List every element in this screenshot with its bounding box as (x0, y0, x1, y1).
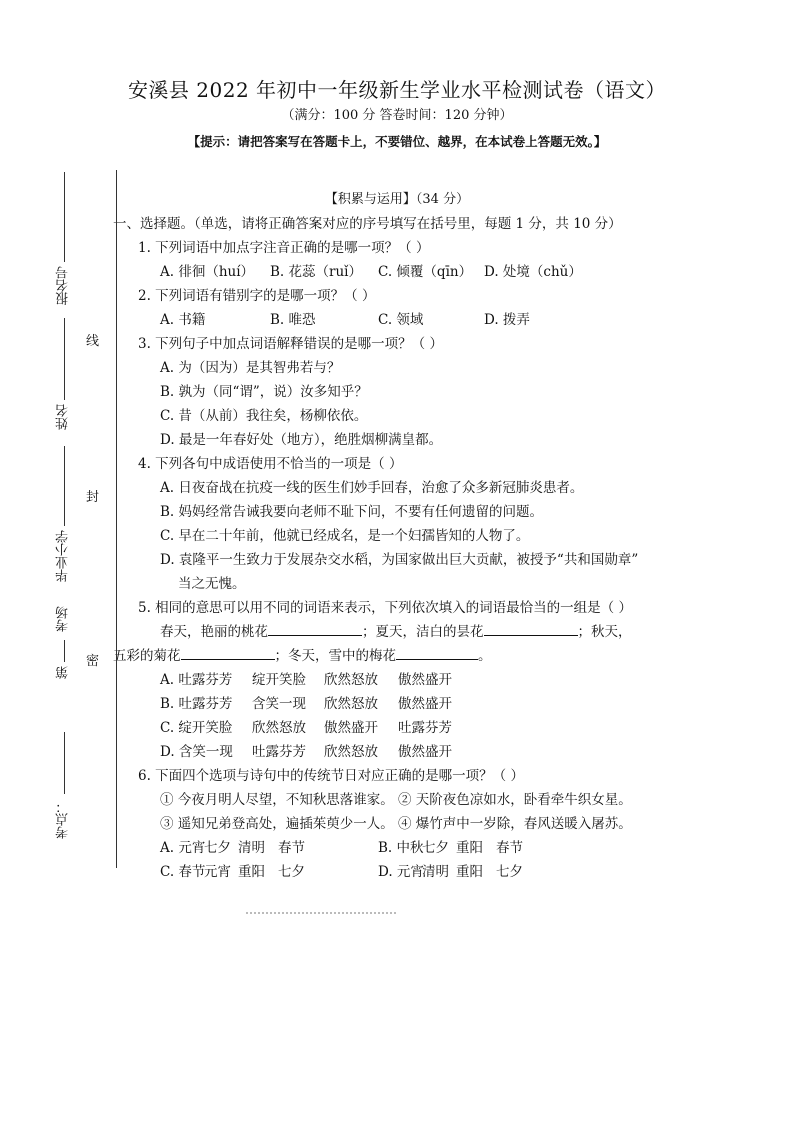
q5-fill-text: 五彩的菊花 (113, 648, 181, 664)
q6-option-word: C. 春节 (160, 864, 206, 880)
q1-option-a: A. 徘徊（huí） (160, 264, 255, 280)
q6-option-word: 七夕 (496, 864, 523, 880)
label-registration-number: 报名号 (56, 266, 71, 305)
q1-option-d: D. 处境（chǔ） (484, 264, 582, 280)
q5-fill-text: ；夏天，洁白的昙花 (362, 624, 484, 640)
binding-line (116, 170, 117, 868)
fill-line-name (64, 318, 65, 400)
q5-option-word: 绽开笑脸 (252, 672, 306, 688)
fill-line-site (64, 732, 65, 794)
q5-fill-text: ；秋天， (577, 624, 632, 640)
q6-option-word: 重阳 (238, 864, 265, 880)
label-primary-school: 毕业小学 (56, 530, 71, 582)
q6-option-word: 七夕 (204, 840, 231, 856)
q6-option-a (160, 836, 305, 856)
scan-artifact (246, 912, 396, 917)
exam-subtitle: （满分：100 分 答卷时间：120 分钟） (281, 108, 513, 123)
q6-option-d (378, 860, 523, 880)
q5-blank-3[interactable] (181, 646, 275, 660)
q5-option-word: 傲然盛开 (398, 744, 452, 760)
q5-option-word: 傲然盛开 (398, 672, 452, 688)
label-name: 姓名 (56, 404, 71, 430)
q3-option-a: A. 为（因为）是其智弗若与？ (160, 360, 341, 376)
q5-option-c (160, 716, 452, 736)
exam-tip: 【提示：请把答案写在答题卡上，不要错位、越界，在本试卷上答题无效。】 (187, 134, 607, 149)
seal-word-seal: 封 (86, 490, 100, 505)
q6-option-c (160, 860, 305, 880)
label-exam-site: 考点： (56, 800, 71, 839)
q6-option-b (378, 836, 523, 856)
q5-option-word: B. 吐露芬芳 (160, 696, 233, 712)
q5-fill-text: ；冬天，雪中的梅花 (274, 648, 396, 664)
q5-option-a (160, 668, 452, 688)
q5-option-word: A. 吐露芬芳 (160, 672, 233, 688)
q1-stem: 1. 下列词语中加点字注音正确的是哪一项？（ ） (138, 240, 430, 256)
q5-blank-4[interactable] (396, 646, 478, 660)
q6-option-word: 七夕 (278, 864, 305, 880)
q6-option-word: 重阳 (456, 864, 483, 880)
q5-option-word: 欣然怒放 (324, 696, 378, 712)
seal-word-line: 线 (86, 334, 100, 349)
q5-option-word: 欣然怒放 (252, 720, 306, 736)
seal-word-secret: 密 (86, 654, 100, 669)
q2-option-b: B. 唯恐 (270, 312, 316, 328)
q6-option-word: 元宵 (204, 864, 231, 880)
q4-stem: 4. 下列各句中成语使用不恰当的一项是（ ） (138, 456, 403, 472)
q5-option-word: 欣然怒放 (324, 744, 378, 760)
q4-option-d: D. 袁隆平一生致力于发展杂交水稻，为国家做出巨大贡献，被授予“共和国勋章” (160, 552, 639, 568)
q6-option-word: 清明 (422, 864, 449, 880)
q5-option-word: 傲然盛开 (324, 720, 378, 736)
q6-poem-3: ③ 遥知兄弟登高处，遍插茱萸少一人。 (160, 816, 394, 832)
q5-blank-2[interactable] (484, 622, 578, 636)
q3-option-c: C. 昔（从前）我往矣，杨柳依依。 (160, 408, 368, 424)
q5-option-word: 吐露芬芳 (398, 720, 452, 736)
q6-option-word: 重阳 (456, 840, 483, 856)
q6-stem: 6. 下面四个选项与诗句中的传统节日对应正确的是哪一项？（ ） (138, 768, 524, 784)
q5-blank-1[interactable] (268, 622, 362, 636)
q5-option-word: 含笑一现 (252, 696, 306, 712)
q5-option-word: 吐露芬芳 (252, 744, 306, 760)
q6-option-word: A. 元宵 (160, 840, 206, 856)
q5-option-word: D. 含笑一现 (160, 744, 233, 760)
q2-option-d: D. 拨弄 (484, 312, 530, 328)
q6-poem-4: ④ 爆竹声中一岁除，春风送暖入屠苏。 (398, 816, 632, 832)
label-exam-room: 考场 (56, 606, 71, 632)
q6-option-word: 清明 (238, 840, 265, 856)
q1-option-c: C. 倾覆（qīn） (378, 264, 473, 280)
fill-line-room (64, 640, 65, 662)
q5-stem: 5. 相同的意思可以用不同的词语来表示，下列依次填入的词语最恰当的一组是（ ） (138, 600, 632, 616)
q5-option-d (160, 740, 452, 760)
q5-option-b (160, 692, 452, 712)
q4-option-c: C. 早在二十年前，他就已经成名，是一个妇孺皆知的人物了。 (160, 528, 530, 544)
q6-option-word: 七夕 (422, 840, 449, 856)
q2-stem: 2. 下列词语有错别字的是哪一项？（ ） (138, 288, 376, 304)
q4-option-d-continued: 当之无愧。 (178, 576, 246, 592)
q6-poem-1: ① 今夜月明人尽望，不知秋思落谁家。 (160, 792, 394, 808)
q6-poem-2: ② 天阶夜色凉如水，卧看牵牛织女星。 (398, 792, 632, 808)
q3-stem: 3. 下列句子中加点词语解释错误的是哪一项？（ ） (138, 336, 443, 352)
q5-option-word: 欣然怒放 (324, 672, 378, 688)
label-number-prefix: 第 (56, 666, 71, 679)
fill-line-registration (64, 172, 65, 262)
q5-option-word: C. 绽开笑脸 (160, 720, 233, 736)
part1-heading: 一、选择题。（单选，请将正确答案对应的序号填写在括号里，每题 1 分，共 10 分） (113, 216, 622, 232)
q2-option-a: A. 书籍 (160, 312, 206, 328)
q5-fill-line1 (160, 620, 632, 640)
exam-title: 安溪县 2022 年初中一年级新生学业水平检测试卷（语文） (127, 78, 667, 102)
q6-option-word: D. 元宵 (378, 864, 424, 880)
q3-option-d: D. 最是一年春好处（地方），绝胜烟柳满皇都。 (160, 432, 443, 448)
q6-option-word: B. 中秋 (378, 840, 424, 856)
section-title: 【积累与运用】（34 分） (324, 192, 470, 207)
q4-option-a: A. 日夜奋战在抗疫一线的医生们妙手回春，治愈了众多新冠肺炎患者。 (160, 480, 584, 496)
fill-line-school (64, 446, 65, 526)
q5-fill-text: 春天，艳丽的桃花 (160, 624, 268, 640)
q5-option-word: 傲然盛开 (398, 696, 452, 712)
q6-option-word: 春节 (278, 840, 305, 856)
q1-option-b: B. 花蕊（ruǐ） (270, 264, 362, 280)
q5-fill-line2 (113, 644, 492, 664)
q3-option-b: B. 孰为（同“谓”，说）汝多知乎？ (160, 384, 368, 400)
q6-option-word: 春节 (496, 840, 523, 856)
q5-fill-text: 。 (478, 648, 492, 664)
q4-option-b: B. 妈妈经常告诫我要向老师不耻下问，不要有任何遗留的问题。 (160, 504, 544, 520)
q2-option-c: C. 领域 (378, 312, 424, 328)
